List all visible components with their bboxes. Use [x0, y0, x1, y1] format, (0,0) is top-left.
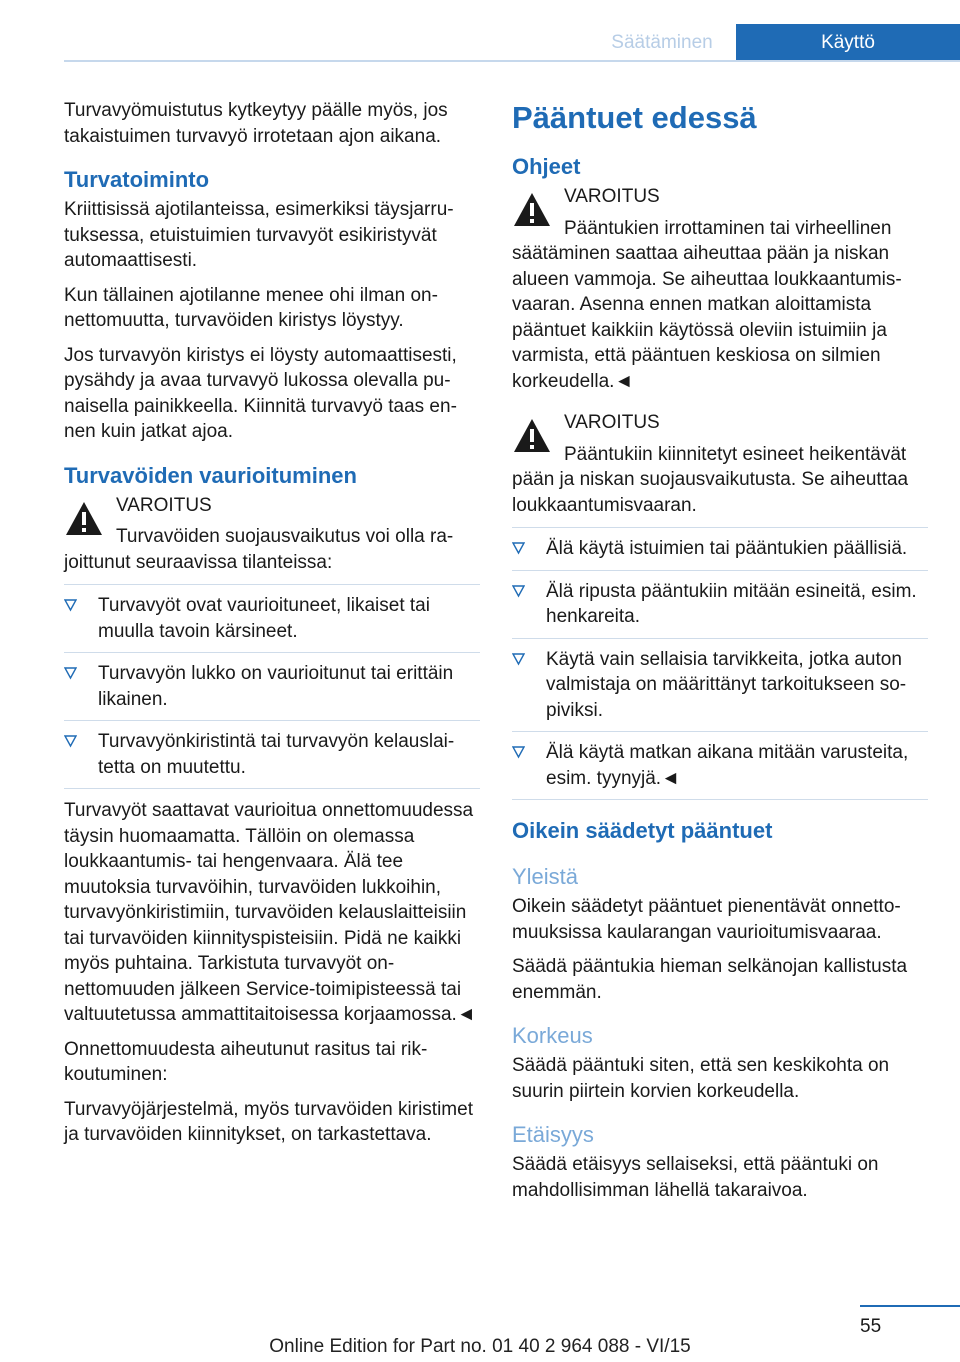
paragraph-vaurio: Turvavyöt saattavat vaurioitua onnettomuudessa täysin huomaamatta. Tällöin on olemassa loukkaantumis- tai hengenvaara. Älä tee muutoksia turvavöihin, turvavöiden lukkoihin, turvavyönkiristimiin, turvavöiden kelauslaitteisiin tai turvavöiden kiinnityspisteisiin. Pidä ne kaikki myös puhtaina. Tarkistuta turvavyöt onnettomuuden jälkeen Service-toimipisteessä tai valtuutetussa ammattitaitoisessa korjaamossa.◄ [64, 800, 476, 1025]
list-item-text: Turvavyön lukko on vaurioitunut tai erittäin likainen. [98, 663, 454, 710]
paragraph-rasitus: Onnettomuudesta aiheutunut rasitus tai rikkoutuminen: [64, 1038, 428, 1085]
heading-etaisyys: Etäisyys [512, 1122, 594, 1147]
header-section-tab: Säätäminen [611, 32, 713, 53]
paragraph-turvatoiminto-2: Kun tällainen ajotilanne menee ohi ilman onnettomuutta, turvavöiden kiristys löystyy. [64, 284, 438, 331]
list-item-text: Älä ripusta pääntukiin mitään esineitä, esim. henkareita. [546, 580, 917, 627]
triangle-bullet-icon [64, 666, 77, 680]
list-item [64, 653, 480, 721]
bullet-list [512, 527, 928, 800]
paragraph-turvatoiminto-1: Kriittisissä ajotilanteissa, esimerkiksi täysjarrutuksessa, etuistuimien turvavyöt esikiristyvät automaattisesti. [64, 199, 454, 271]
list-item-text: Käytä vain sellaisia tarvikkeita, jotka auton valmistaja on määrittänyt tarkoitukseen sopiviksi. [546, 648, 907, 721]
list-item [64, 584, 480, 653]
warning-title: VAROITUS [116, 494, 212, 516]
list-item [512, 639, 928, 733]
heading-turvavoiden-vaurioituminen: Turvavöiden vaurioituminen [64, 462, 357, 488]
header-chapter-tab: Käyttö [736, 24, 960, 62]
footer-divider [860, 1305, 960, 1307]
heading-turvatoiminto: Turvatoiminto [64, 167, 210, 192]
edition-footer: Online Edition for Part no. 01 40 2 964 088 - VI/15 [269, 1336, 691, 1357]
header-divider [64, 60, 960, 62]
paragraph-turvatoiminto-3: Jos turvavyön kiristys ei löysty automaattisesti, pysähdy ja avaa turvavyö lukossa olevalla punaisella painikkeella. Kiinnitä turvavyö taas ennen kuin jatkat ajoa. [64, 344, 457, 442]
warning-icon [64, 499, 104, 539]
left-column [64, 98, 480, 1157]
page-number: 55 [860, 1316, 882, 1337]
intro-paragraph: Turvavyömuistutus kytkeytyy päälle myös, jos takaistuimen turvavyö irrotetaan ajon aikana. [64, 100, 448, 147]
warning-text: Pääntukien irrottaminen tai virheellinen säätäminen saattaa aiheuttaa pään ja niskan alueen vammoja. Se aiheuttaa loukkaantumisvaaran. Asenna ennen matkan aloittamista pääntuet kaikkiin käytössä oleviin istuimiin ja varmista, että pääntuen keskiosa on silmien korkeudella.◄ [512, 217, 902, 392]
warning-box [512, 410, 928, 518]
list-item-text: Turvavyönkiristintä tai turvavyön kelauslaitetta on muutettu. [98, 731, 455, 778]
warning-icon [512, 416, 552, 456]
list-item [512, 732, 928, 800]
paragraph-yleista-1: Oikein säädetyt pääntuet pienentävät onnettomuuksissa kaularangan vaurioitumisvaaraa. [512, 896, 901, 943]
triangle-bullet-icon [64, 598, 77, 612]
warning-title: VAROITUS [564, 186, 660, 207]
paragraph-tarkastus: Turvavyöjärjestelmä, myös turvavöiden kiristimet ja turvavöiden kiinnitykset, on tarkastettava. [64, 1098, 473, 1145]
list-item-text: Älä käytä matkan aikana mitään varusteita, esim. tyynyjä.◄ [546, 742, 909, 789]
triangle-bullet-icon [512, 652, 525, 666]
paragraph-korkeus: Säädä pääntuki siten, että sen keskikohta on suurin piirtein korvien korkeudella. [512, 1055, 890, 1102]
list-item-text: Turvavyöt ovat vaurioituneet, likaiset tai muulla tavoin kärsineet. [98, 595, 430, 642]
triangle-bullet-icon [64, 734, 77, 748]
warning-box [512, 184, 928, 394]
paragraph-etaisyys: Säädä etäisyys sellaiseksi, että pääntuki on mahdollisimman lähellä takaraivoa. [512, 1154, 879, 1201]
heading-korkeus: Korkeus [512, 1023, 593, 1048]
triangle-bullet-icon [512, 541, 525, 555]
list-item [64, 721, 480, 789]
heading-paantuet-edessa: Pääntuet edessä [512, 100, 757, 135]
list-item [512, 571, 928, 639]
warning-icon [512, 190, 552, 230]
warning-text: Turvavöiden suojausvaikutus voi olla rajoittunut seuraavissa tilanteissa: [64, 526, 454, 573]
right-column [512, 98, 928, 1212]
paragraph-yleista-2: Säädä pääntukia hieman selkänojan kallistusta enemmän. [512, 956, 908, 1003]
warning-box [64, 493, 480, 576]
heading-yleista: Yleistä [512, 864, 579, 889]
list-item [512, 527, 928, 571]
heading-ohjeet: Ohjeet [512, 154, 581, 179]
warning-title: VAROITUS [564, 412, 660, 433]
list-item-text: Älä käytä istuimien tai pääntukien päällisiä. [546, 538, 908, 559]
heading-oikein-saadetyt: Oikein säädetyt pääntuet [512, 818, 773, 843]
warning-text: Pääntukiin kiinnitetyt esineet heikentävät pään ja niskan suojausvaikutusta. Se aiheuttaa loukkaantumisvaaran. [512, 443, 909, 516]
triangle-bullet-icon [512, 584, 525, 598]
bullet-list [64, 584, 480, 789]
triangle-bullet-icon [512, 745, 525, 759]
